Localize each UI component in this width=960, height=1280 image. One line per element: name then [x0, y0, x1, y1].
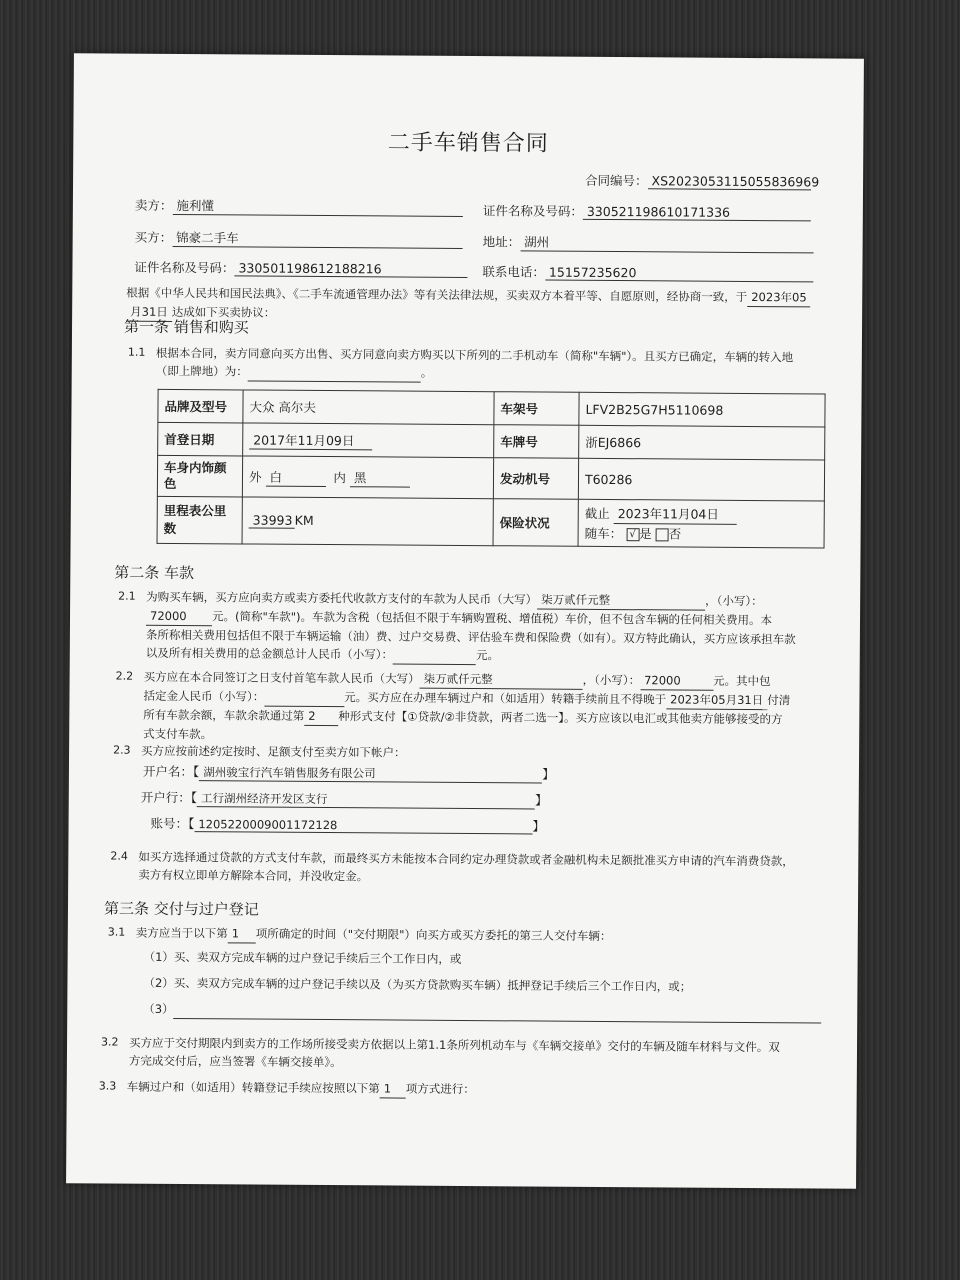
mileage-cell — [242, 497, 493, 546]
seller-label: 卖方： — [134, 197, 173, 213]
insurance-label: 保险状况 — [493, 499, 578, 547]
clause-2-2-a: 买方应在本合同签订之日支付首笔车款人民币（大写） — [143, 669, 420, 686]
clause-2-1-number: 2.1 — [118, 589, 136, 603]
mileage-unit: KM — [294, 512, 314, 528]
section-1-title: 第一条 销售和购买 — [123, 317, 249, 337]
account-label: 账号： — [150, 815, 189, 832]
clause-3-1-number: 3.1 — [107, 925, 126, 939]
bank-lbracket: 【 — [190, 790, 198, 806]
clause-2-1-c: 元。(简称"车款")。车款为含税（包括但不限于车辆购置税、增值税）车价，但不包含车辆的任何相关费用。本 — [211, 609, 773, 628]
outer-prefix: 外 — [248, 468, 262, 485]
plate-value: 浙EJ6866 — [579, 425, 825, 460]
vehicle-info-table — [157, 389, 826, 549]
table-row — [157, 455, 824, 501]
final-pay-date: 2023年05月31日 — [666, 690, 767, 710]
clause-2-1-f: 元。 — [475, 648, 500, 663]
bank-name-lbracket: 【 — [192, 764, 200, 780]
section-3-title: 第三条 交付与过户登记 — [103, 899, 259, 919]
reg-date-cell — [243, 423, 494, 458]
clause-2-2 — [143, 668, 824, 748]
delivery-option-3-label: （3） — [143, 1001, 174, 1016]
intro-text-b: 达成如下买卖协议： — [171, 304, 276, 320]
delivery-option-3 — [143, 1000, 821, 1024]
clause-1-1 — [156, 344, 826, 386]
clause-2-3-text: 买方应按前述约定按时、足额支付至卖方如下帐户： — [141, 743, 406, 760]
with-car-label: 随车： — [584, 525, 623, 541]
clause-1-1-number: 1.1 — [127, 345, 146, 359]
insurance-cell — [578, 499, 824, 548]
clause-2-4 — [138, 848, 828, 889]
buyer-row — [135, 228, 463, 249]
total-amount-blank — [393, 645, 476, 665]
destination-blank — [248, 362, 421, 382]
reg-date-value: 2017年11月09日 — [249, 430, 372, 450]
clause-2-2-d: 括定金人民币（小写）： — [143, 688, 265, 704]
no-checkbox[interactable] — [656, 528, 669, 541]
address-row — [483, 232, 814, 253]
clause-2-2-number: 2.2 — [115, 669, 134, 683]
contract-title: 二手车销售合同 — [387, 130, 549, 157]
engine-value: T60286 — [578, 458, 824, 501]
clause-2-1 — [146, 588, 825, 668]
buyer-id-label: 证件名称及号码： — [134, 259, 235, 276]
contract-no-value: XS2023053115055836969 — [648, 173, 811, 190]
clause-2-1-e: 以及所有相关费用的总金额总计人民币（小写）： — [145, 645, 394, 662]
plate-label: 车牌号 — [494, 425, 579, 459]
color-label: 车身内饰颜色 — [157, 455, 242, 497]
section-2-title: 第二条 车款 — [114, 563, 195, 583]
no-label: 否 — [668, 525, 682, 542]
delivery-option-2: （2）买、卖双方完成车辆的过户登记手续以及（为买方贷款购买车辆）抵押登记手续后三个工作日内，或； — [143, 975, 692, 994]
yes-checkbox[interactable]: √ — [626, 528, 639, 541]
yes-label: 是 — [639, 525, 652, 541]
bank-name-value: 湖州骏宝行汽车销售服务有限公司 — [199, 764, 542, 783]
clause-1-1-text-c: 。 — [420, 365, 433, 380]
bank-name-rbracket: 】 — [542, 766, 555, 782]
price-upper: 柒万贰仟元整 — [537, 591, 705, 611]
table-row — [158, 422, 825, 460]
delivery-item: 1 — [228, 924, 256, 943]
intro-text-a: 根据《中华人民共和国民法典》、《二手车流通管理办法》等有关法律法规，买卖双方本着平等、自愿原则，经协商一致，于 — [126, 285, 748, 304]
delivery-option-3-blank — [174, 1000, 822, 1024]
bank-value: 工行湖州经济开发区支行 — [197, 790, 535, 809]
vin-label: 车架号 — [494, 392, 579, 426]
contract-paper — [66, 53, 864, 1188]
transfer-item: 1 — [380, 1079, 406, 1098]
deposit-blank — [264, 688, 344, 708]
brand-value: 大众 高尔夫 — [243, 390, 494, 425]
payment-way: 2 — [304, 707, 338, 726]
bank-label: 开户行： — [140, 789, 191, 806]
clause-2-1-b: ，（小写）： — [705, 593, 763, 609]
insurance-prefix: 截止 — [584, 505, 610, 521]
reg-date-label: 首登日期 — [158, 422, 243, 456]
clause-2-1-d: 条所称相关费用包括但不限于车辆运输（油）费、过户交易费、评估验车费和保险费（如有）。双方特此确认，买方应该承担车款 — [145, 627, 796, 647]
vin-value: LFV2B25G7H5110698 — [579, 392, 825, 427]
insurance-date: 2023年11月04日 — [614, 504, 737, 525]
phone-row — [482, 262, 813, 282]
seller-row — [135, 196, 463, 217]
buyer-label: 买方： — [134, 229, 173, 245]
clause-2-4-b: 卖方有权立即单方解除本合同，并没收定金。 — [138, 867, 369, 884]
clause-3-1-b: 项所确定的时间（"交付期限"）向买方或买方委托的第三人交付车辆： — [255, 926, 612, 944]
mileage-value: 33993 — [249, 512, 295, 528]
clause-2-2-i: 式支付车款。 — [143, 726, 213, 742]
account-row — [151, 814, 545, 835]
inner-prefix: 内 — [333, 469, 347, 485]
clause-3-1-a: 卖方应当于以下第 — [135, 925, 228, 941]
clause-2-4-a: 如买方选择通过贷款的方式支付车款，而最终买方未能按本合同约定办理贷款或者金融机构未足额批准买方申请的汽车消费贷款， — [138, 849, 794, 869]
outer-color: 白 — [265, 467, 325, 486]
engine-label: 发动机号 — [493, 458, 578, 500]
clause-2-2-f: 付清 — [767, 693, 791, 708]
price-amount: 72000 — [146, 607, 212, 626]
brand-label: 品牌及型号 — [158, 389, 243, 423]
intro-date-b: 月31日 — [126, 303, 172, 322]
bank-rbracket: 】 — [534, 792, 548, 808]
inner-color: 黑 — [350, 468, 410, 487]
bank-row — [141, 788, 548, 810]
clause-1-1-text-b: （即上牌地）为： — [155, 363, 248, 379]
clause-3-2-a: 买方应于交付期限内到卖方的工作场所接受卖方依据以上第1.1条所列机动车与《车辆交接单》交付的车辆及随车材料与文件。双 — [128, 1035, 780, 1055]
seller-value: 施利懂 — [172, 196, 462, 217]
contract-no-label: 合同编号： — [585, 172, 648, 189]
clause-2-2-e: 元。买方应在办理车辆过户和（如适用）转籍手续前且不得晚于 — [344, 690, 667, 707]
bank-name-label: 开户名： — [142, 763, 194, 780]
first-payment-upper: 柒万贰仟元整 — [420, 670, 583, 690]
clause-2-3-number: 2.3 — [113, 743, 131, 757]
seller-id-row — [483, 201, 811, 221]
clause-2-2-b: ，（小写）： — [582, 672, 641, 688]
mileage-label: 里程表公里数 — [157, 496, 242, 544]
clause-3-2-b: 方完成交付后，应当签署《车辆交接单》。 — [128, 1053, 342, 1070]
table-row — [157, 496, 824, 548]
phone-label: 联系电话： — [482, 264, 546, 280]
delivery-option-1: （1）买、卖双方完成车辆的过户登记手续后三个工作日内，或 — [143, 949, 462, 966]
clause-2-1-a: 为购买车辆，买方应向卖方或卖方委托代收款方支付的车款为人民币（大写） — [146, 589, 538, 607]
clause-1-1-text-a: 根据本合同，卖方同意向买方出售、买方同意向卖方购买以下所列的二手机动车（简称"车辆"）。且买方已确定，车辆的转入地 — [155, 345, 794, 365]
clause-3-3 — [127, 1078, 475, 1099]
clause-3-3-b: 项方式进行： — [405, 1081, 475, 1097]
contract-no-row — [585, 171, 820, 191]
clause-3-1 — [136, 924, 826, 948]
clause-2-2-c: 元。其中包 — [713, 673, 771, 689]
buyer-value: 锦豪二手车 — [172, 228, 462, 249]
clause-2-2-h: 种形式支付【①贷款/②非贷款，两者二选一】。买方应该以电汇或其他卖方能够接受的方 — [338, 709, 783, 727]
clause-3-3-number: 3.3 — [98, 1079, 117, 1093]
color-cell — [242, 456, 493, 499]
account-lbracket: 【 — [188, 816, 195, 832]
account-value: 1205220009001172128 — [194, 817, 532, 834]
clause-3-2-number: 3.2 — [101, 1035, 119, 1049]
seller-id-value: 330521198610171336 — [583, 204, 811, 222]
buyer-id-row — [134, 258, 467, 278]
phone-value: 15157235620 — [545, 265, 813, 283]
first-payment-amount: 72000 — [640, 671, 713, 691]
seller-id-label: 证件名称及号码： — [482, 203, 583, 219]
clause-3-2 — [129, 1034, 829, 1075]
bank-name-row — [143, 762, 555, 784]
table-row — [158, 389, 825, 427]
address-label: 地址： — [482, 234, 521, 250]
address-value: 湖州 — [520, 232, 813, 253]
intro-date-a: 2023年05 — [747, 288, 811, 307]
clause-3-3-a: 车辆过户和（如适用）转籍登记手续应按照以下第 — [126, 1079, 380, 1096]
buyer-id-value: 330501198612188216 — [234, 260, 467, 278]
account-rbracket: 】 — [532, 818, 545, 834]
clause-2-4-number: 2.4 — [110, 849, 128, 863]
clause-2-2-g: 所有车款余额，车款余款通过第 — [143, 707, 305, 723]
